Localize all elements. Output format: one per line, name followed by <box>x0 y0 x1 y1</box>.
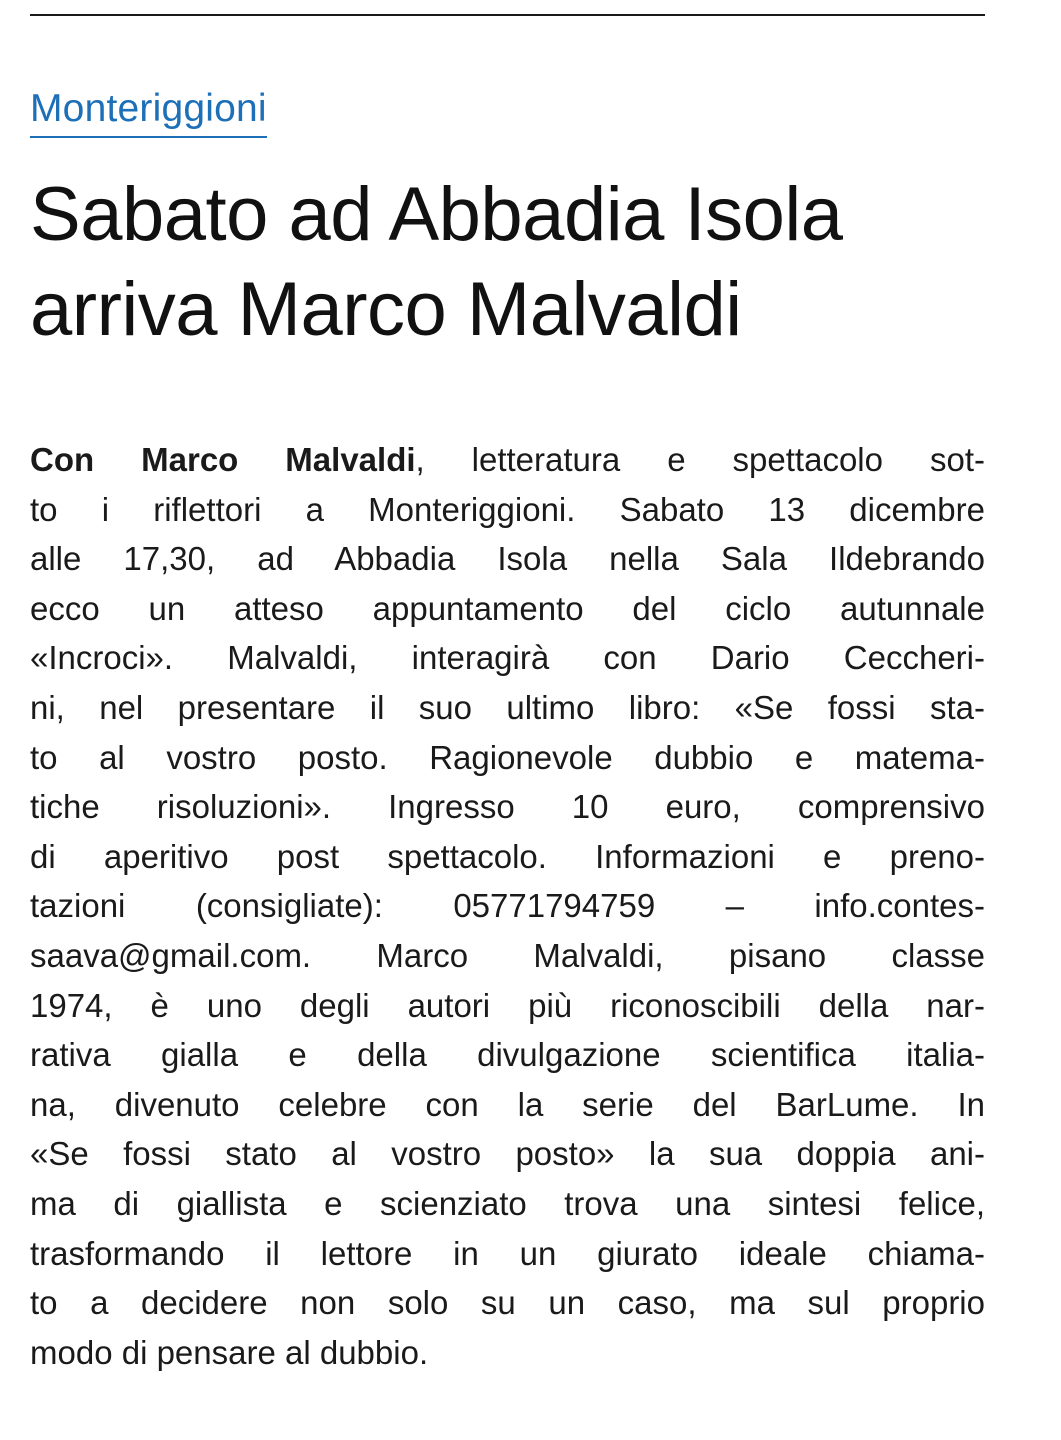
body-line: to i riflettori a Monteriggioni. Sabato 13 dicembre <box>30 490 985 528</box>
body-lead: Con Marco Malvaldi <box>30 441 416 478</box>
body-line: to a decidere non solo su un caso, ma sul proprio <box>30 1284 985 1322</box>
headline <box>30 167 990 357</box>
body-line: trasformando il lettore in un giurato ideale chiama- <box>30 1234 985 1272</box>
top-rule <box>30 14 985 16</box>
body-line: ecco un atteso appuntamento del ciclo autunnale <box>30 589 985 627</box>
body-line: saava@gmail.com. Marco Malvaldi, pisano classe <box>30 936 985 974</box>
body-line: «Incroci». Malvaldi, interagirà con Dario Ceccheri- <box>30 639 985 677</box>
body-line: di aperitivo post spettacolo. Informazioni e preno- <box>30 837 985 875</box>
body-line: alle 17,30, ad Abbadia Isola nella Sala Ildebrando <box>30 540 985 578</box>
body-line: na, divenuto celebre con la serie del BarLume. In <box>30 1085 985 1123</box>
body-line: ma di giallista e scienziato trova una sintesi felice, <box>30 1184 985 1222</box>
body-line: tazioni (consigliate): 05771794759 – info.contes- <box>30 887 985 925</box>
headline-line-2: arriva Marco Malvaldi <box>30 267 742 352</box>
body-line: ni, nel presentare il suo ultimo libro: «Se fossi sta- <box>30 688 985 726</box>
headline-line-1: Sabato ad Abbadia Isola <box>30 172 843 257</box>
body-line-text: , letteratura e spettacolo sot- <box>415 441 985 478</box>
body-line: rativa gialla e della divulgazione scientifica italia- <box>30 1036 985 1074</box>
body-line: «Se fossi stato al vostro posto» la sua doppia ani- <box>30 1135 985 1173</box>
body-line: 1974, è uno degli autori più riconoscibili della nar- <box>30 986 985 1024</box>
body-line: tiche risoluzioni». Ingresso 10 euro, comprensivo <box>30 788 985 826</box>
article-body <box>30 435 985 1377</box>
body-line: to al vostro posto. Ragionevole dubbio e matema- <box>30 738 985 776</box>
section-kicker: Monteriggioni <box>30 84 267 138</box>
body-line: modo di pensare al dubbio. <box>30 1333 429 1371</box>
body-line <box>30 435 985 485</box>
